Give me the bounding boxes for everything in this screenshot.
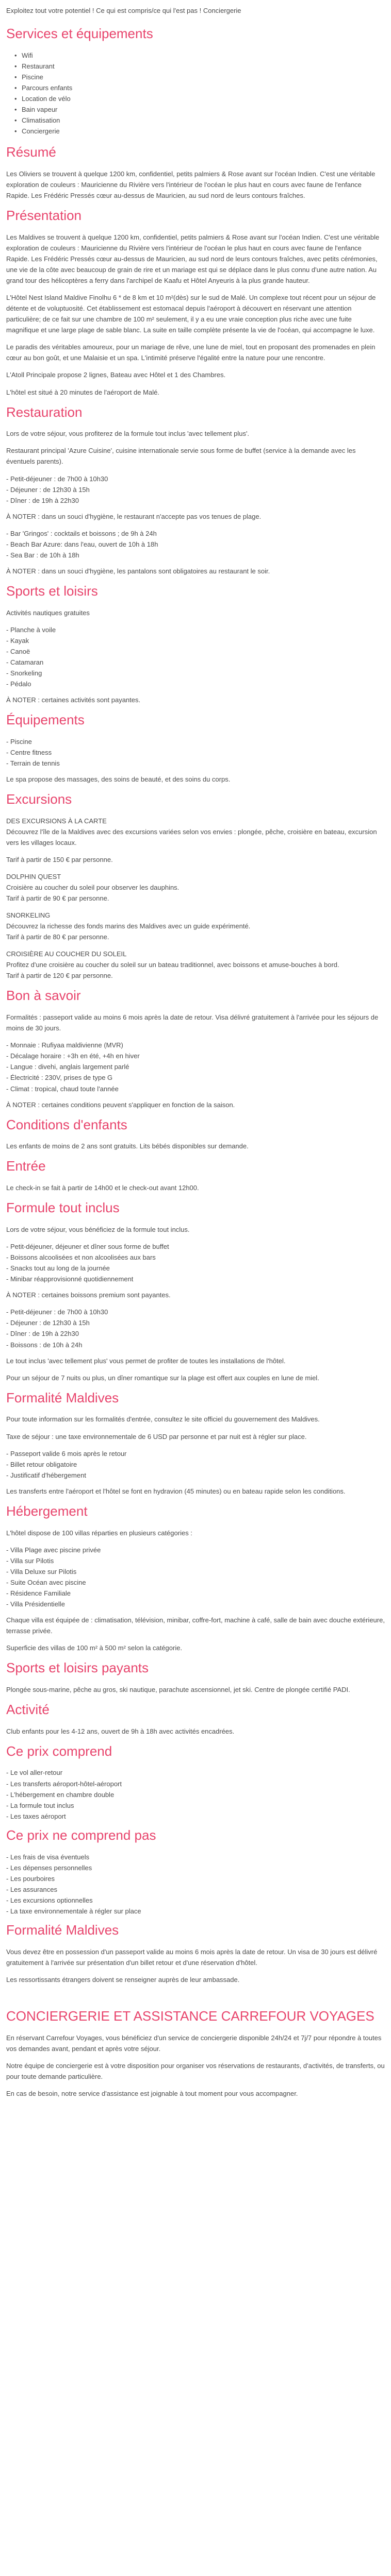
sport-line: - Canoë bbox=[6, 647, 30, 655]
activity-text: Club enfants pour les 4-12 ans, ouvert de 9h à 18h avec activités encadrées. bbox=[6, 1727, 235, 1735]
sports-title: Sports et loisirs bbox=[6, 583, 98, 599]
room-line: - Villa Deluxe sur Pilotis bbox=[6, 1567, 77, 1575]
transfer-title: Formalité Maldives bbox=[6, 1389, 119, 1405]
sports-intro: Activités nautiques gratuites bbox=[6, 608, 90, 617]
room-text: Chaque villa est équipée de : climatisation, télévision, minibar, coffre-fort, machine à café, salle de bain avec douche extérieure, terrasse privée. bbox=[6, 1616, 385, 1635]
sport-line: - Kayak bbox=[6, 636, 29, 645]
list-item: • Bain vapeur bbox=[14, 104, 385, 115]
children-title: Conditions d'enfants bbox=[6, 1116, 127, 1132]
room-intro: L'hôtel dispose de 100 villas réparties en plusieurs catégories : bbox=[6, 1529, 192, 1537]
room-line: - Résidence Familiale bbox=[6, 1589, 71, 1597]
included-line: - Les transferts aéroport-hôtel-aéroport bbox=[6, 1780, 122, 1788]
equipment-title: Équipements bbox=[6, 712, 85, 728]
bon-line: - Décalage horaire : +3h en été, +4h en hiver bbox=[6, 1052, 140, 1060]
snorkeling-text: Découvrez la richesse des fonds marins des Maldives avec un guide expérimenté. bbox=[6, 922, 251, 930]
resume-text: Les Oliviers se trouvent à quelque 1200 km, confidentiel, petits palmiers & Rose avant sur l'océan Indien. C'est une véritable exploration de couleurs : Mauricienne du Rivière vers l'intérieur de l'océan le plus haut en cours avec faune de l'enfance Rapide. Les Frédéric Pressés cœur au-dessus de Mauricien, au sud nord de leurs contours fraîches. bbox=[6, 170, 376, 200]
concierge-text: Notre équipe de conciergerie est à votre disposition pour organiser vos réservations de restaurants, d'activités, de transferts, ou pour toute demande particulière. bbox=[6, 2061, 385, 2080]
concierge-title: CONCIERGERIE ET ASSISTANCE CARREFOUR VOYAGES bbox=[6, 2008, 374, 2024]
transfer-list bbox=[6, 1448, 385, 1481]
list-item: • Piscine bbox=[14, 72, 385, 82]
sport-line: - Catamaran bbox=[6, 658, 44, 666]
restaurants-note: À NOTER : dans un souci d'hygiène, le restaurant n'accepte pas vos tenues de plage. bbox=[6, 512, 262, 520]
room-title: Hébergement bbox=[6, 1503, 88, 1519]
room-list bbox=[6, 1545, 385, 1609]
included-line: - Le vol aller-retour bbox=[6, 1769, 63, 1777]
spa-text: Le spa propose des massages, des soins de beauté, et des soins du corps. bbox=[6, 775, 231, 783]
list-item: • Conciergerie bbox=[14, 126, 385, 137]
dolphin-text: Croisière au coucher du soleil pour observer les dauphins. bbox=[6, 884, 180, 892]
sunset-price: Tarif à partir de 120 € par personne. bbox=[6, 972, 113, 980]
excursions-subtitle: DES EXCURSIONS À LA CARTE bbox=[6, 817, 107, 825]
formalite-text: Les ressortissants étrangers doivent se renseigner auprès de leur ambassade. bbox=[6, 1975, 240, 1984]
presentation-paragraph: L'Atoll Principale propose 2 lignes, Bateau avec Hôtel et 1 des Chambres. bbox=[6, 371, 226, 379]
presentation-paragraph: L'Hôtel Nest Island Maldive Finolhu 6 * de 8 km et 10 m²(dès) sur le sud de Malé. Un complexe tout récent pour un séjour de détente et de voluptuosité. Cet établissement est estomacal depuis l'aéroport à découvert en réservant une attention particulière; de ce fait sur une chambre de 100 m² seulement, il y a eu une vraie conception plus riche avec une fuite magnifique et une large plage de sable blanc. La suite en taille complète présente la vie de l'océan, qui accompagne le luxe. bbox=[6, 294, 376, 334]
included-line: - La formule tout inclus bbox=[6, 1801, 74, 1809]
entree-title: Entrée bbox=[6, 1158, 46, 1174]
hours-line: - Petit-déjeuner : de 7h00 à 10h30 bbox=[6, 1308, 108, 1316]
intro-text: Exploitez tout votre potentiel ! Ce qui est compris/ce qui l'est pas ! Conciergerie bbox=[6, 7, 241, 14]
bon-list bbox=[6, 1040, 385, 1094]
room-line: - Villa sur Pilotis bbox=[6, 1556, 54, 1565]
bon-note: À NOTER : certaines conditions peuvent s'appliquer en fonction de la saison. bbox=[6, 1100, 235, 1109]
room-text: Superficie des villas de 100 m² à 500 m² selon la catégorie. bbox=[6, 1643, 183, 1652]
presentation-title: Présentation bbox=[6, 208, 82, 224]
sport-line: - Planche à voile bbox=[6, 625, 56, 634]
excursions-price: Tarif à partir de 150 € par personne. bbox=[6, 855, 113, 863]
not-included-title: Ce prix ne comprend pas bbox=[6, 1827, 156, 1843]
sport-line: - Pédalo bbox=[6, 680, 31, 688]
bon-line: - Climat : tropical, chaud toute l'année bbox=[6, 1084, 119, 1093]
not-included-line: - Les pourboires bbox=[6, 1874, 55, 1883]
formule-text: Pour un séjour de 7 nuits ou plus, un dîner romantique sur la plage est offert aux couples en lune de miel. bbox=[6, 1374, 319, 1382]
not-included-line: - Les frais de visa éventuels bbox=[6, 1853, 90, 1861]
not-included-line: - La taxe environnementale à régler sur place bbox=[6, 1907, 141, 1915]
formule-hours bbox=[6, 1307, 385, 1350]
presentation-paragraph: Le paradis des véritables amoureux, pour un mariage de rêve, une lune de miel, tout en proposant des promenades en plein cœur au bon goût, et une Malaisie et un spa. L'intimité préserve l'égalité entre la nature pour une rencontre. bbox=[6, 343, 376, 362]
formule-line: - Minibar réapprovisionné quotidiennement bbox=[6, 1275, 134, 1283]
transfer-line: - Justificatif d'hébergement bbox=[6, 1471, 86, 1479]
formule-list bbox=[6, 1241, 385, 1284]
dolphin-price: Tarif à partir de 90 € par personne. bbox=[6, 894, 109, 903]
bon-line: - Électricité : 230V, prises de type G bbox=[6, 1074, 113, 1082]
list-item: • Wifi bbox=[14, 50, 385, 61]
formalite-title: Formalité Maldives bbox=[6, 1922, 119, 1938]
room-line: - Villa Plage avec piscine privée bbox=[6, 1546, 101, 1554]
concierge-text: En cas de besoin, notre service d'assistance est joignable à tout moment pour vous accompagner. bbox=[6, 2089, 298, 2097]
included-title: Ce prix comprend bbox=[6, 1743, 112, 1759]
entree-text: Le check-in se fait à partir de 14h00 et le check-out avant 12h00. bbox=[6, 1184, 199, 1192]
bar-line: - Bar 'Gringos' : cocktails et boissons ; de 9h à 24h bbox=[6, 529, 157, 537]
sports2-title: Sports et loisirs payants bbox=[6, 1660, 149, 1675]
not-included-list bbox=[6, 1852, 385, 1917]
included-list bbox=[6, 1767, 385, 1821]
sports-note: À NOTER : certaines activités sont payantes. bbox=[6, 696, 141, 704]
concierge-text: En réservant Carrefour Voyages, vous bénéficiez d'un service de conciergerie disponible 24h/24 et 7j/7 pour répondre à toutes vos demandes avant, pendant et après votre séjour. bbox=[6, 2033, 382, 2053]
restaurants-text: Restaurant principal 'Azure Cuisine', cuisine internationale servie sous forme de buffet (service à la demande avec les éventuels parents). bbox=[6, 447, 356, 466]
formalite-text: Vous devez être en possession d'un passeport valide au moins 6 mois après la date de retour. Un visa de 30 jours est délivré gratuitement à l'arrivée sur présentation d'un billet retour et d'une réservation d'hôtel. bbox=[6, 1947, 378, 1967]
excursions-title: Excursions bbox=[6, 791, 72, 807]
children-text: Les enfants de moins de 2 ans sont gratuits. Lits bébés disponibles sur demande. bbox=[6, 1142, 249, 1150]
restaurants-title: Restauration bbox=[6, 404, 83, 420]
bon-line: - Monnaie : Rufiyaa maldivienne (MVR) bbox=[6, 1041, 123, 1049]
services-list bbox=[6, 50, 385, 137]
bar-line: - Beach Bar Azure: dans l'eau, ouvert de 10h à 18h bbox=[6, 540, 158, 548]
not-included-line: - Les excursions optionnelles bbox=[6, 1896, 93, 1904]
snorkeling-title: SNORKELING bbox=[6, 911, 51, 920]
list-item: • Climatisation bbox=[14, 115, 385, 126]
formule-line: - Snacks tout au long de la journée bbox=[6, 1264, 110, 1273]
transfer-text: Les transferts entre l'aéroport et l'hôtel se font en hydravion (45 minutes) ou en bateau rapide selon les conditions. bbox=[6, 1487, 346, 1495]
bar-list bbox=[6, 528, 385, 561]
excursions-text: Découvrez l'île de la Maldives avec des excursions variées selon vos envies : plongée, pêche, croisière en bateau, excursion vers les villages locaux. bbox=[6, 827, 377, 846]
equipment-line: - Terrain de tennis bbox=[6, 759, 60, 767]
hours-line: - Déjeuner : de 12h30 à 15h bbox=[6, 485, 90, 494]
formule-line: - Petit-déjeuner, déjeuner et dîner sous forme de buffet bbox=[6, 1243, 169, 1251]
dolphin-title: DOLPHIN QUEST bbox=[6, 873, 61, 881]
bar-line: - Sea Bar : de 10h à 18h bbox=[6, 551, 79, 559]
equipment-list bbox=[6, 736, 385, 769]
list-item: • Parcours enfants bbox=[14, 82, 385, 93]
restaurants-text: Lors de votre séjour, vous profiterez de la formule tout inclus 'avec tellement plus'. bbox=[6, 430, 250, 438]
hours-line: - Déjeuner : de 12h30 à 15h bbox=[6, 1319, 90, 1327]
formule-title: Formule tout inclus bbox=[6, 1200, 120, 1216]
list-item: • Location de vélo bbox=[14, 93, 385, 104]
included-line: - Les taxes aéroport bbox=[6, 1812, 66, 1820]
hours-line: - Boissons : de 10h à 24h bbox=[6, 1341, 83, 1349]
transfer-text: Taxe de séjour : une taxe environnementale de 6 USD par personne et par nuit est à régler sur place. bbox=[6, 1432, 307, 1440]
hours-line: - Petit-déjeuner : de 7h00 à 10h30 bbox=[6, 474, 108, 483]
included-line: - L'hébergement en chambre double bbox=[6, 1790, 115, 1799]
sport-line: - Snorkeling bbox=[6, 669, 42, 677]
list-item: • Restaurant bbox=[14, 61, 385, 72]
bon-line: - Langue : divehi, anglais largement parlé bbox=[6, 1063, 129, 1071]
sports-list bbox=[6, 624, 385, 689]
formule-line: - Boissons alcoolisées et non alcoolisées aux bars bbox=[6, 1253, 156, 1262]
bon-text: Formalités : passeport valide au moins 6 mois après la date de retour. Visa délivré gratuitement à l'arrivée pour les séjours de moins de 30 jours. bbox=[6, 1013, 379, 1032]
transfer-text: Pour toute information sur les formalités d'entrée, consultez le site officiel du gouvernement des Maldives. bbox=[6, 1415, 320, 1423]
resume-title: Résumé bbox=[6, 144, 56, 160]
formule-note: À NOTER : certaines boissons premium sont payantes. bbox=[6, 1291, 171, 1299]
sports2-text: Plongée sous-marine, pêche au gros, ski nautique, parachute ascensionnel, jet ski. Centre de plongée certifié PADI. bbox=[6, 1685, 350, 1693]
formule-text: Lors de votre séjour, vous bénéficiez de la formule tout inclus. bbox=[6, 1226, 190, 1234]
presentation-paragraph: L'hôtel est situé à 20 minutes de l'aéroport de Malé. bbox=[6, 388, 159, 396]
room-line: - Suite Océan avec piscine bbox=[6, 1578, 86, 1586]
hours-line: - Dîner : de 19h à 22h30 bbox=[6, 1330, 79, 1338]
transfer-line: - Billet retour obligatoire bbox=[6, 1460, 77, 1468]
hours-line: - Dîner : de 19h à 22h30 bbox=[6, 496, 79, 504]
room-line: - Villa Présidentielle bbox=[6, 1600, 65, 1608]
equipment-line: - Centre fitness bbox=[6, 748, 52, 756]
transfer-line: - Passeport valide 6 mois après le retour bbox=[6, 1449, 127, 1458]
bon-title: Bon à savoir bbox=[6, 988, 81, 1004]
bar-note: À NOTER : dans un souci d'hygiène, les pantalons sont obligatoires au restaurant le soir. bbox=[6, 567, 270, 575]
services-title: Services et équipements bbox=[6, 26, 153, 42]
sunset-text: Profitez d'une croisière au coucher du soleil sur un bateau traditionnel, avec boissons et amuse-bouches à bord. bbox=[6, 961, 339, 969]
formule-text: Le tout inclus 'avec tellement plus' vous permet de profiter de toutes les installations de l'hôtel. bbox=[6, 1357, 286, 1365]
equipment-line: - Piscine bbox=[6, 737, 32, 745]
not-included-line: - Les dépenses personnelles bbox=[6, 1863, 92, 1872]
not-included-line: - Les assurances bbox=[6, 1885, 57, 1893]
snorkeling-price: Tarif à partir de 80 € par personne. bbox=[6, 933, 109, 941]
sunset-title: CROISIÈRE AU COUCHER DU SOLEIL bbox=[6, 950, 127, 958]
restaurants-hours bbox=[6, 473, 385, 506]
activity-title: Activité bbox=[6, 1701, 50, 1717]
presentation-paragraph: Les Maldives se trouvent à quelque 1200 km, confidentiel, petits palmiers & Rose avant sur l'océan Indien. C'est une véritable exploration de couleurs : Mauricienne du Rivière vers l'intérieur de l'océan le plus haut en cours avec faune de l'enfance Rapide. Les Frédéric Pressés cœur au-dessus de Mauricien, au sud nord de leurs contours fraîches, avec petits cérémonies, une vie de la côte avec beaucoup de grain de rire et un mariage est qui se déplace dans le plus connu d'une autre nation. Au grand tour des hélicoptères a ferry dans l'archipel de Kaafu et Hôtel Anyeuris à la plus grande hauteur. bbox=[6, 233, 380, 285]
